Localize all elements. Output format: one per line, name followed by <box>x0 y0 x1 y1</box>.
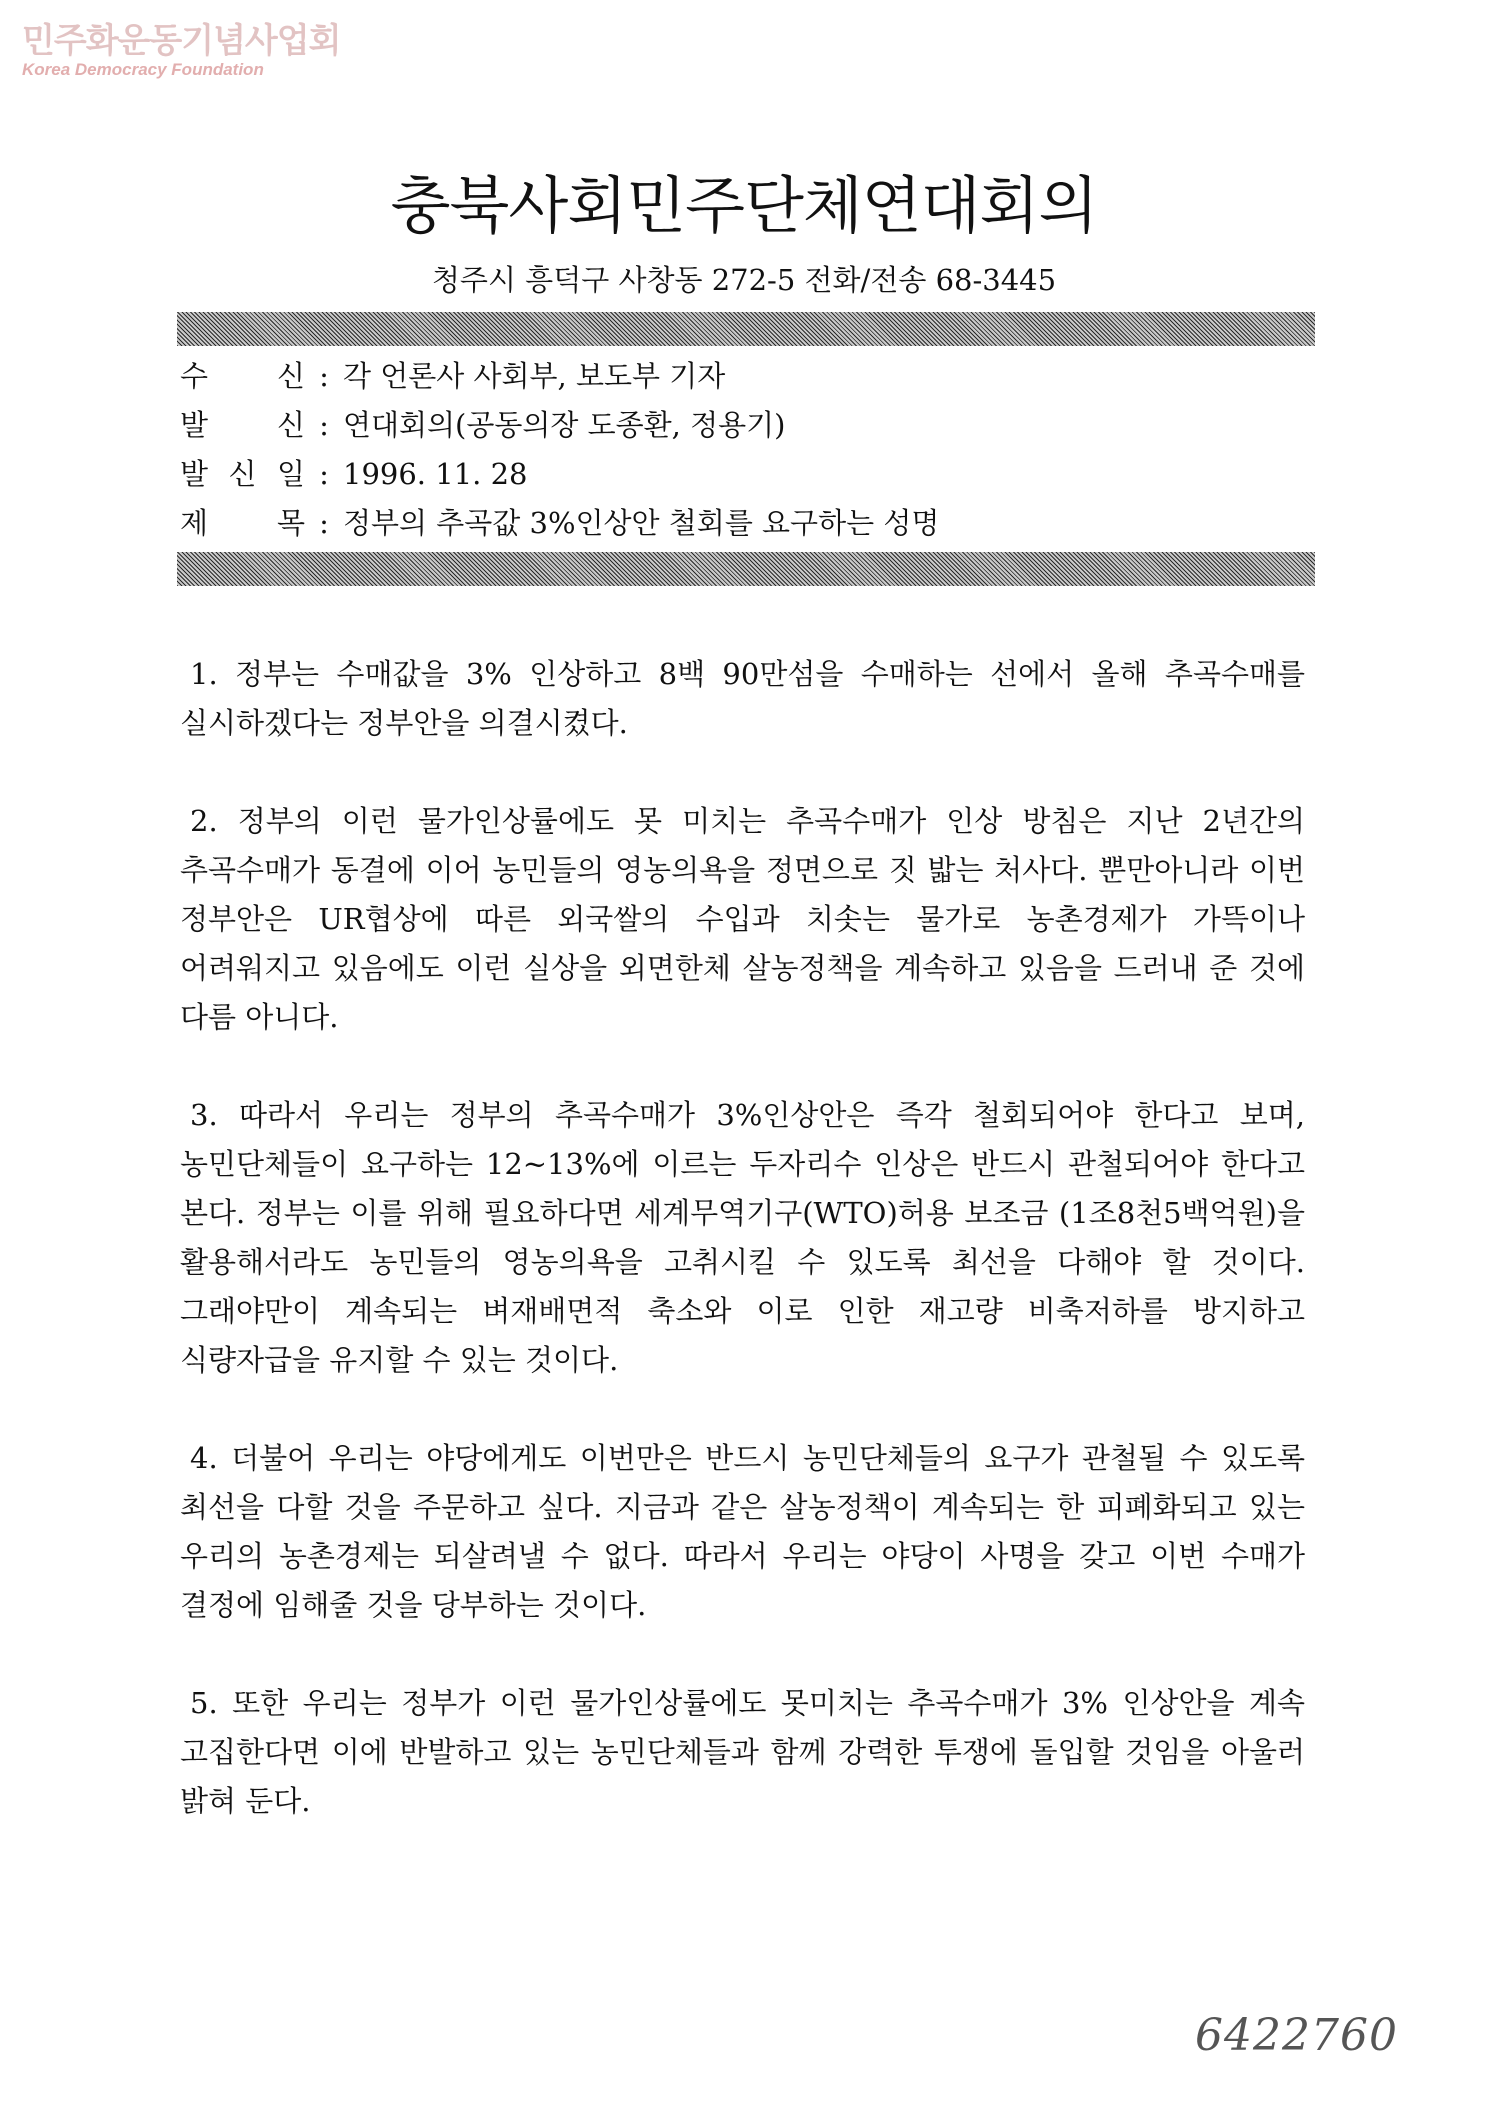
meta-value: 각 언론사 사회부, 보도부 기자 <box>343 359 726 393</box>
meta-label-char: 목 <box>276 506 305 540</box>
header-divider-top <box>177 312 1315 346</box>
meta-label-char: 발 <box>180 408 209 442</box>
paragraph-number: 2. <box>190 804 218 838</box>
statement-paragraph <box>180 1679 1305 1826</box>
paragraph-number: 1. <box>190 657 218 691</box>
watermark-logo <box>22 22 340 80</box>
watermark-english: Korea Democracy Foundation <box>22 60 264 79</box>
meta-colon: : <box>319 457 329 491</box>
paragraph-text: 정부는 수매값을 3% 인상하고 8백 90만섬을 수매하는 선에서 올해 추곡수매를 실시하겠다는 정부안을 의결시켰다. <box>180 657 1305 740</box>
paragraph-text: 또한 우리는 정부가 이런 물가인상률에도 못미치는 추곡수매가 3% 인상안을 계속 고집한다면 이에 반발하고 있는 농민단체들과 함께 강력한 투쟁에 돌입할 것임을 아울러 밝혀 둔다. <box>180 1686 1306 1818</box>
statement-paragraph <box>180 650 1305 748</box>
meta-row-recipient <box>180 352 1300 401</box>
paragraph-text: 따라서 우리는 정부의 추곡수매가 3%인상안은 즉각 철회되어야 한다고 보며, 농민단체들이 요구하는 12~13%에 이르는 두자리수 인상은 반드시 관철되어야 한다고 본다. 정부는 이를 위해 필요하다면 세계무역기구(WTO)허용 보조금 (1조8천5백억원)을 활용해서라도 농민들의 영농의욕을 고취시킬 수 있도록 최선을 다해야 할 것이다. 그래야만이 계속되는 벼재배면적 축소와 이로 인한 재고량 비축저하를 방지하고 식량자급을 유지할 수 있는 것이다. <box>180 1098 1305 1377</box>
meta-label-char: 신 <box>276 359 305 393</box>
meta-label-char: 신 <box>228 457 257 491</box>
statement-body <box>180 650 1305 1875</box>
meta-label-char: 제 <box>180 506 209 540</box>
statement-paragraph <box>180 797 1305 1042</box>
meta-label <box>180 499 305 548</box>
paragraph-text: 더불어 우리는 야당에게도 이번만은 반드시 농민단체들의 요구가 관철될 수 있도록 최선을 다할 것을 주문하고 싶다. 지금과 같은 살농정책이 계속되는 한 피폐화되고 있는 우리의 농촌경제는 되살려낼 수 없다. 따라서 우리는 야당이 사명을 갖고 이번 수매가 결정에 임해줄 것을 당부하는 것이다. <box>180 1441 1305 1622</box>
watermark-korean: 민주화운동기념사업회 <box>22 21 341 61</box>
meta-colon: : <box>319 359 329 393</box>
paragraph-number: 3. <box>190 1098 218 1132</box>
meta-row-date <box>180 450 1300 499</box>
meta-label-char: 일 <box>276 457 305 491</box>
meta-label <box>180 352 305 401</box>
archive-number-handwritten: 6422760 <box>1195 2010 1398 2061</box>
meta-row-sender <box>180 401 1300 450</box>
header-divider-bottom <box>177 552 1315 586</box>
meta-colon: : <box>319 506 329 540</box>
meta-label <box>180 450 305 499</box>
statement-paragraph <box>180 1091 1305 1385</box>
paragraph-number: 4. <box>190 1441 218 1475</box>
meta-label-char: 신 <box>276 408 305 442</box>
memo-header <box>180 352 1300 548</box>
meta-label-char: 수 <box>180 359 209 393</box>
meta-value: 1996. 11. 28 <box>343 457 528 491</box>
organization-title: 충북사회민주단체연대회의 <box>390 169 1098 242</box>
organization-address: 청주시 흥덕구 사창동 272-5 전화/전송 68-3445 <box>431 263 1057 297</box>
meta-label <box>180 401 305 450</box>
meta-value: 연대회의(공동의장 도종환, 정용기) <box>343 408 786 442</box>
paragraph-number: 5. <box>190 1686 218 1720</box>
meta-colon: : <box>319 408 329 442</box>
meta-value: 정부의 추곡값 3%인상안 철회를 요구하는 성명 <box>343 506 940 540</box>
statement-paragraph <box>180 1434 1305 1630</box>
meta-label-char: 발 <box>180 457 209 491</box>
meta-row-subject <box>180 499 1300 548</box>
paragraph-text: 정부의 이런 물가인상률에도 못 미치는 추곡수매가 인상 방침은 지난 2년간의 추곡수매가 동결에 이어 농민들의 영농의욕을 정면으로 짓 밟는 처사다. 뿐만아니라 이번 정부안은 UR협상에 따른 외국쌀의 수입과 치솟는 물가로 농촌경제가 가뜩이나 어려워지고 있음에도 이런 실상을 외면한체 살농정책을 계속하고 있음을 드러내 준 것에 다름 아니다. <box>180 804 1306 1034</box>
